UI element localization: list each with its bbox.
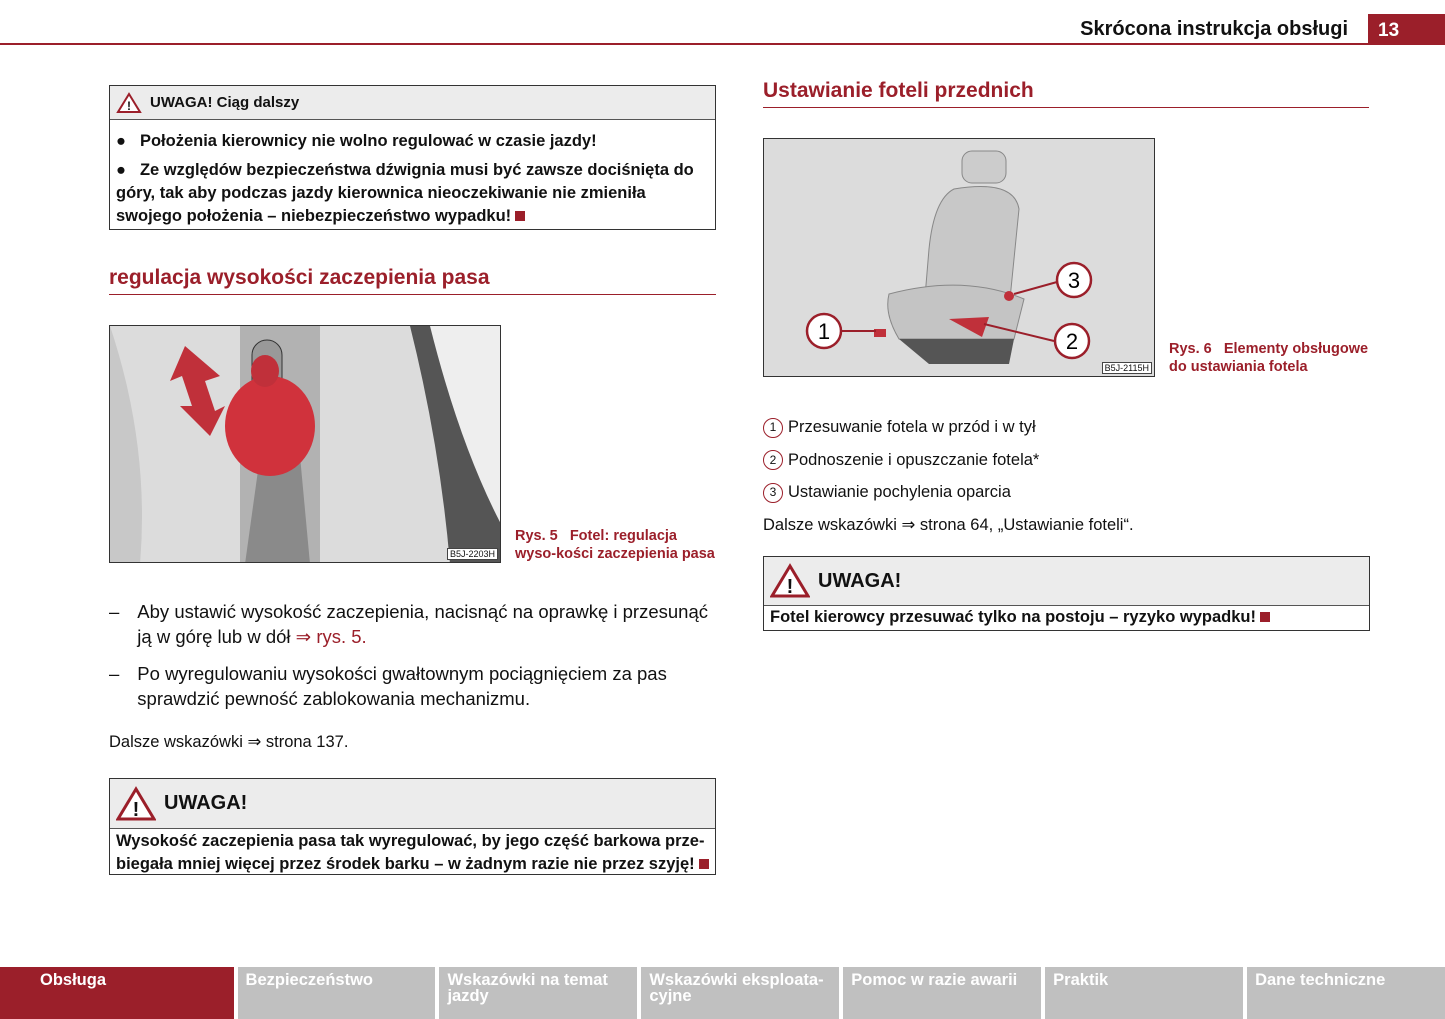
tab-wskazowki-jazdy[interactable]: Wskazówki na temat jazdy: [439, 967, 637, 1019]
svg-text:!: !: [786, 576, 794, 598]
seat-illustration: [764, 139, 1155, 377]
end-marker-icon: [699, 859, 709, 869]
more-info: Dalsze wskazówki ⇒ strona 137.: [109, 733, 349, 751]
bullet-icon: ●: [116, 132, 126, 150]
more-info: Dalsze wskazówki ⇒ strona 64, „Ustawianie foteli“.: [763, 515, 1134, 534]
number-badge: 3: [763, 483, 783, 503]
svg-text:1: 1: [817, 319, 831, 344]
tab-bezpieczenstwo[interactable]: Bezpieczeństwo: [238, 967, 436, 1019]
figure-code: B5J-2203H: [447, 548, 498, 560]
tab-dane-techniczne[interactable]: Dane techniczne: [1247, 967, 1445, 1019]
end-marker-icon: [515, 211, 525, 221]
caption-text: Fotel: regulacja wyso-kości zaczepienia pasa: [515, 528, 715, 562]
callout-1: [807, 314, 841, 348]
item-text: Przesuwanie fotela w przód i w tył: [788, 418, 1036, 436]
svg-text:!: !: [132, 798, 140, 821]
callout-2: [1055, 324, 1089, 358]
section-heading: Ustawianie foteli przednich: [763, 79, 1369, 108]
warning-box-continued: [109, 85, 716, 230]
list-item: [763, 411, 1134, 444]
warning-box: [763, 556, 1370, 631]
warning-title: UWAGA!: [164, 792, 248, 814]
svg-text:3: 3: [1067, 268, 1081, 293]
warning-item: Ze względów bezpieczeństwa dźwignia musi być zawsze dociśnięta do góry, tak aby podczas jazdy kierownica nieoczekiwanie nie zmieniła swojego położenia – niebezpieczeństwo wypadku!: [116, 161, 694, 225]
list-item: [763, 444, 1134, 477]
instruction-steps: – Aby ustawić wysokość zaczepienia, nacisnąć na oprawkę i przesunąć ją w górę lub w dół ⇒ rys. 5. – Po wyregulowaniu wysokości gwałtownym pociągnięciem za pas sprawdzić pewność zablokowania mechanizmu.: [109, 599, 716, 711]
item-text: Podnoszenie i opuszczanie fotela*: [788, 450, 1040, 469]
warning-title: UWAGA! Ciąg dalszy: [150, 94, 300, 111]
belt-anchor-illustration: [110, 326, 501, 563]
controls-list: [763, 411, 1134, 541]
warning-icon: [770, 563, 810, 599]
header-title: Skrócona instrukcja obsługi: [1080, 18, 1348, 40]
number-badge: 2: [763, 450, 783, 470]
tab-wskazowki-eksploatacyjne[interactable]: Wskazówki eksploata-cyjne: [641, 967, 839, 1019]
warning-box: [109, 778, 716, 875]
callout-3: [1057, 263, 1091, 297]
tab-pomoc[interactable]: Pomoc w razie awarii: [843, 967, 1041, 1019]
tab-obsluga[interactable]: Obsługa: [0, 967, 234, 1019]
tab-praktik[interactable]: Praktik: [1045, 967, 1243, 1019]
figure-caption: [515, 527, 720, 563]
end-marker-icon: [1260, 612, 1270, 622]
warning-title: UWAGA!: [818, 569, 902, 592]
caption-number: Rys. 6: [1169, 341, 1212, 357]
header-divider: [0, 43, 1445, 45]
figure-belt-anchor: [109, 325, 501, 563]
warning-text: Fotel kierowcy przesuwać tylko na postoju – ryzyko wypadku!: [770, 608, 1256, 626]
warning-text: Wysokość zaczepienia pasa tak wyregulować, by jego część barkowa prze-biegała mniej więcej przez środek barku – w żadnym razie nie przez szyję!: [116, 832, 705, 873]
step-text: Aby ustawić wysokość zaczepienia, nacisnąć na oprawkę i przesunąć ją w górę lub w dół: [137, 601, 708, 647]
chapter-tabs: [0, 967, 1445, 1019]
svg-text:2: 2: [1065, 329, 1079, 354]
list-item: [763, 476, 1134, 509]
figure-caption: [1169, 340, 1379, 376]
item-text: Ustawianie pochylenia oparcia: [788, 483, 1011, 501]
caption-number: Rys. 5: [515, 528, 558, 544]
step-text: Po wyregulowaniu wysokości gwałtownym pociągnięciem za pas sprawdzić pewność zablokowania mechanizmu.: [137, 663, 667, 709]
figure-seat: [763, 138, 1155, 377]
section-heading: regulacja wysokości zaczepienia pasa: [109, 266, 716, 295]
caption-text: Elementy obsługowe do ustawiania fotela: [1169, 341, 1369, 375]
warning-icon: [116, 786, 156, 822]
svg-text:!: !: [127, 98, 131, 113]
warning-icon: [116, 92, 142, 114]
page-number: 13: [1368, 14, 1445, 45]
figure-link[interactable]: ⇒ rys. 5.: [295, 626, 367, 647]
figure-code: B5J-2115H: [1102, 362, 1152, 374]
bullet-icon: ●: [116, 161, 126, 179]
warning-item: Położenia kierownicy nie wolno regulować w czasie jazdy!: [139, 132, 597, 150]
number-badge: 1: [763, 418, 783, 438]
